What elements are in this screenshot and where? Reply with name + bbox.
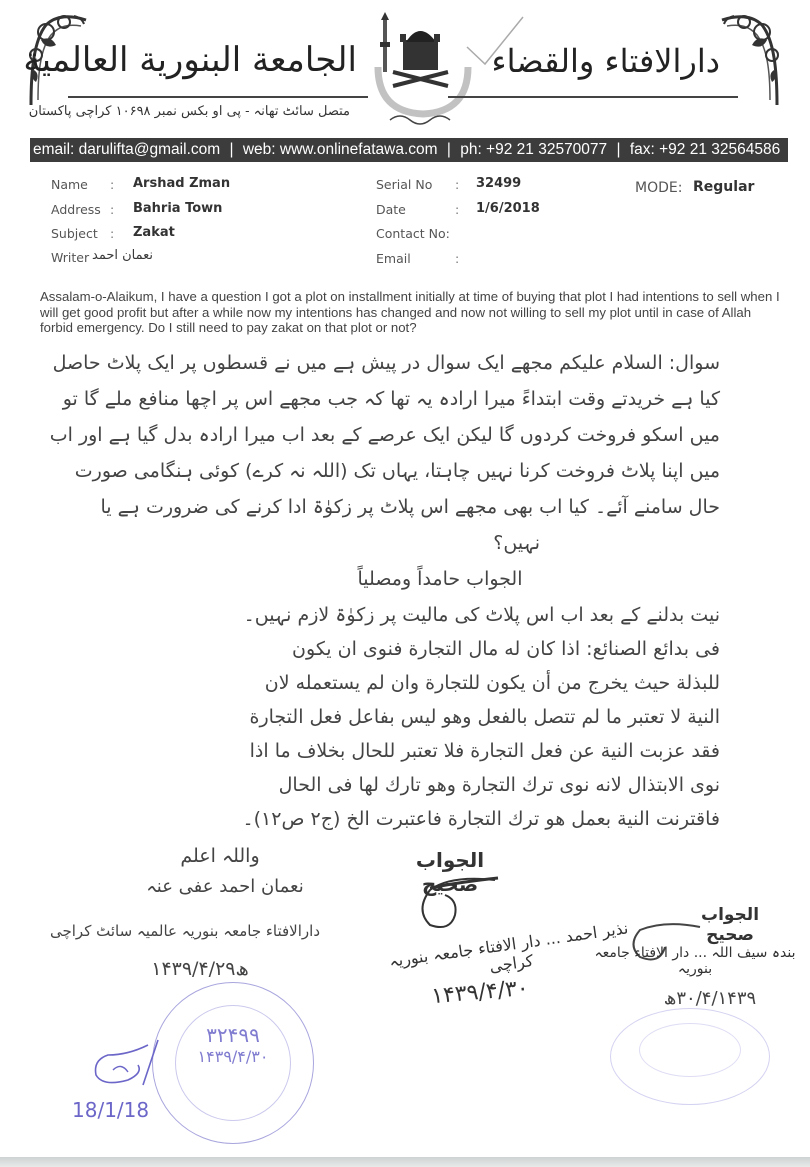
author-name: نعمان احمد عفی عنہ: [146, 876, 304, 897]
contact-phone: ph: +92 21 32570077: [460, 141, 608, 158]
question-urdu-line: میں اپنا پلاٹ فروخت کرنا نہیں چاہتا، یہاں تک (اللہ نہ کرے) کوئی ہنگامی صورت: [74, 460, 720, 482]
header-rule-left: [68, 96, 368, 98]
answer-line: فی بدائع الصنائع: اذا کان له مال التجارة فنوى ان یکون: [292, 638, 720, 660]
hijri-date: ۱۴۳۹/۴/۲۹ھ: [151, 958, 249, 980]
date-label: Date: [376, 202, 406, 217]
seal-stamp-inner-ring: [639, 1023, 741, 1077]
author-institution: دارالافتاء جامعہ بنوریہ عالمیہ سائٹ کراچی: [49, 922, 320, 940]
address-colon: :: [110, 202, 115, 217]
endorsement-heading: الجواب صحیح: [700, 905, 760, 945]
mode-value: Regular: [693, 179, 755, 195]
date-colon: :: [455, 202, 460, 217]
writer-value: نعمان احمد: [92, 248, 154, 263]
endorsement-heading: الجواب صحیح: [415, 848, 485, 896]
subject-label: Subject: [51, 226, 98, 241]
question-urdu-line: کیا ہے خریدتے وقت ابتداءً میرا ارادہ یہ تھا کہ جب مجھے اس پر اچھا منافع ملے گا تو: [62, 388, 720, 410]
answer-line: نوى الابتذال لانه نوى ترك التجارة وهو تارك لها فی الحال: [278, 774, 720, 796]
signature-flourish-icon: [410, 870, 500, 940]
question-urdu-line: حال سامنے آئے۔ کیا اب بھی مجھے اس پلاٹ پر زکوٰۃ ادا کرنے کی ضرورت ہے یا: [100, 496, 720, 518]
answer-body: [160, 598, 720, 836]
writer-label: Writer: [51, 250, 90, 265]
institution-title: الجامعة البنورية العالمية: [23, 40, 357, 80]
answer-heading: الجواب حامداً ومصلیاً: [357, 568, 523, 590]
address-value: Bahria Town: [133, 201, 223, 216]
ornament-corner-right-icon: [712, 10, 782, 110]
email-label: Email: [376, 251, 411, 266]
endorsement-date: ۱۴۳۹/۴/۳۰: [430, 975, 530, 1010]
separator: |: [229, 141, 234, 158]
endorsement-text: نذیر احمد ... دار الافتاء جامعہ بنوریہ کراچی: [387, 918, 630, 976]
question-urdu-line: نہیں؟: [493, 532, 540, 554]
address-label: Address: [51, 202, 101, 217]
answer-line: فقد عزبت النیة عن فعل التجارة فلا تعتبر للحال بخلاف ما اذا: [249, 740, 720, 762]
email-colon: :: [455, 251, 460, 266]
separator: |: [446, 141, 451, 158]
separator: |: [616, 141, 621, 158]
seal-stamp-right: [610, 1008, 770, 1105]
letterhead: [0, 0, 810, 135]
endorsement-text: بندہ سیف اللہ ... دار الافتاء جامعہ بنوریہ: [594, 945, 796, 977]
subject-colon: :: [110, 226, 115, 241]
serial-label: Serial No: [376, 177, 433, 192]
serial-value: 32499: [476, 176, 522, 191]
name-value: Arshad Zman: [133, 176, 231, 191]
name-colon: :: [110, 177, 115, 192]
subject-value: Zakat: [133, 225, 175, 240]
stamp-date: ۱۴۳۹/۴/۳۰: [197, 1047, 269, 1066]
serial-colon: :: [455, 177, 460, 192]
endorsement-date: ۳۰/۴/۱۴۳۹ھ: [663, 988, 757, 1009]
question-urdu: [49, 345, 720, 561]
contact-web[interactable]: web: www.onlinefatawa.com: [242, 141, 438, 158]
answer-line: نیت بدلنے کے بعد اب اس پلاٹ کی مالیت پر زکوٰۃ لازم نہیں۔: [243, 604, 720, 626]
header-rule-right: [448, 96, 738, 98]
name-label: Name: [51, 177, 88, 192]
page-bottom-edge: [0, 1157, 810, 1167]
institution-address: متصل سائٹ تھانہ - پی او بکس نمبر ۱۰۶۹۸ کراچی پاکستان: [28, 104, 350, 119]
closing-text: واللہ اعلم: [180, 845, 260, 867]
contact-email[interactable]: email: darulifta@gmail.com: [33, 141, 221, 158]
department-title: دارالافتاء والقضاء: [491, 42, 720, 80]
question-english: Assalam-o-Alaikum, I have a question I got a plot on installment initially at time of buying that plot I had intentions to sell when I will get good profit but after a while now my intentions has changed and now not willing to sell my plot until in case of Allah forbid emergency. Do I still need to pay zakat on that plot or not?: [40, 289, 780, 336]
signature-date: 18/1/18: [72, 1098, 150, 1122]
contact-fax: fax: +92 21 32564586: [629, 141, 781, 158]
contact-bar: [30, 138, 788, 162]
blue-signature-icon: [88, 1035, 163, 1095]
answer-line: النیة لا تعتبر ما لم تتصل بالفعل وهو لیس بفاعل فعل التجارة: [249, 706, 720, 728]
seal-stamp-left: [152, 982, 314, 1144]
answer-line: للبذلة حیث یخرج من أن یکون للتجارة وان لم یستعمله لان: [264, 672, 720, 694]
answer-line: فاقترنت النیة بعمل هو ترك التجارة فاعتبرت الخ (ج٢ ص١٢)۔: [242, 808, 720, 830]
question-urdu-line: سوال: السلام علیکم مجھے ایک سوال در پیش ہے میں نے قسطوں پر ایک پلاٹ حاصل: [52, 352, 720, 374]
date-value: 1/6/2018: [476, 201, 540, 216]
contact-label: Contact No:: [376, 226, 450, 241]
institution-logo-icon: [368, 12, 478, 127]
stamp-serial-number: ۳۲۴۹۹: [206, 1023, 260, 1047]
question-urdu-line: میں اسکو فروخت کردوں گا لیکن ایک عرصے کے بعد اب میرا ارادہ بدل گیا ہے اور اب: [49, 424, 720, 446]
mode-label: MODE:: [635, 180, 683, 196]
